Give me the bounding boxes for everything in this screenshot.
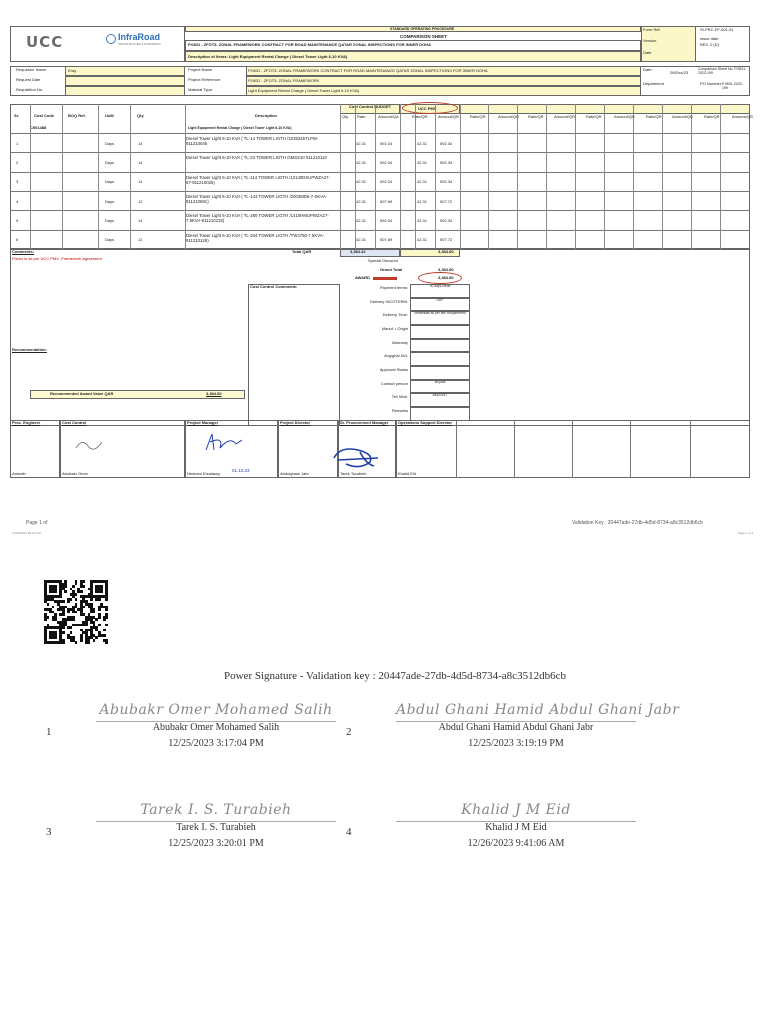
description-line: Description of Items: Light Equipment Rental Charge ( Diesel Tower Light 6-10 KVA) bbox=[188, 54, 348, 59]
qr-module bbox=[93, 639, 96, 642]
project-manager-signature bbox=[200, 430, 250, 458]
qr-code-icon bbox=[44, 580, 108, 644]
term-label: Remarks bbox=[391, 407, 408, 413]
term-label: Delivery Time: bbox=[382, 312, 408, 318]
form-ref-value: SI-PRC-FF-001-01 bbox=[700, 27, 734, 32]
row-qty: 14 bbox=[138, 159, 143, 165]
budget-header: Cost Control BUDGET bbox=[348, 104, 392, 109]
column-rule bbox=[375, 104, 376, 249]
signature-divider bbox=[456, 420, 457, 478]
row-vendor-amount: 507.72 bbox=[440, 237, 453, 243]
sub-vrate: Rate/QR bbox=[412, 114, 428, 119]
row-vendor-amount: 592.34 bbox=[440, 159, 453, 165]
pm-sign-date: 01.12.23 bbox=[232, 468, 250, 473]
row-vendor-amount: 592.34 bbox=[440, 217, 453, 223]
term-label: Delivery INCOTERM: bbox=[369, 298, 408, 304]
qr-module bbox=[98, 608, 101, 611]
other-vendors-header bbox=[460, 104, 750, 114]
recommendation-label: Recommendation: bbox=[12, 347, 47, 352]
row-vendor-rate: 42.31 bbox=[417, 217, 428, 223]
infraroad-logo bbox=[106, 32, 176, 54]
row-budget-amount: 507.69 bbox=[380, 198, 393, 204]
signers-block bbox=[0, 690, 768, 860]
row-uom: Days bbox=[105, 159, 115, 165]
qr-module bbox=[70, 598, 73, 601]
validation-signer bbox=[340, 690, 680, 770]
qr-module bbox=[72, 585, 75, 588]
requestor-value: Eray bbox=[68, 68, 77, 73]
recommended-value: 3,384.80 bbox=[206, 391, 222, 396]
term-value-cell bbox=[410, 352, 470, 366]
column-rule bbox=[415, 104, 416, 249]
material-label: Material Type: bbox=[188, 87, 214, 92]
validation-signer bbox=[340, 790, 670, 870]
signer-datetime: 12/25/2023 3:19:19 PM bbox=[468, 738, 564, 749]
qr-module bbox=[44, 618, 47, 621]
signature-role: Sr. Procurement Manager bbox=[340, 420, 389, 425]
col-uom: UoM bbox=[105, 113, 114, 118]
cost-control-comments-label: Cost Control Comments: bbox=[250, 284, 298, 289]
qr-module bbox=[67, 600, 70, 603]
qr-module bbox=[62, 641, 65, 644]
signature-name: Aamath bbox=[12, 471, 26, 476]
cost-control-signature bbox=[72, 434, 112, 454]
term-value-cell bbox=[410, 325, 470, 339]
row-vendor-rate: 42.31 bbox=[417, 237, 428, 243]
row-description: Diesel Tower Light 6-10 KVA ( TL-114 TOWER LIGTH /12140DSUPWZA27-67-911210026) bbox=[186, 174, 331, 185]
qr-module bbox=[54, 636, 57, 639]
signature-divider bbox=[514, 420, 515, 478]
column-rule bbox=[460, 104, 461, 249]
signature-name: Tarek Turabieh bbox=[340, 471, 367, 476]
request-date-label: Request Date bbox=[16, 77, 41, 82]
qr-module bbox=[59, 595, 62, 598]
column-rule bbox=[488, 104, 489, 249]
form-ref-label: Form Ref bbox=[643, 27, 660, 32]
signature-divider bbox=[630, 420, 631, 478]
column-rule bbox=[355, 104, 356, 249]
signature-role: Cost Control bbox=[62, 420, 87, 425]
row-uom: Days bbox=[105, 179, 115, 185]
qr-module bbox=[100, 590, 103, 593]
row-budget-rate: 42.31 bbox=[356, 237, 367, 243]
column-rule bbox=[98, 104, 99, 249]
row-sr: 4 bbox=[16, 198, 19, 204]
qr-module bbox=[64, 585, 67, 588]
material-value: Light Equipment Rental Charge ( Diesel Tower Light 6-10 KVA) bbox=[248, 88, 360, 93]
row-sr: 5 bbox=[16, 217, 19, 223]
table-row bbox=[10, 172, 750, 191]
term-value-cell bbox=[410, 339, 470, 353]
qr-module bbox=[105, 624, 108, 627]
term-value-cell bbox=[410, 407, 470, 421]
row-qty: 14 bbox=[138, 140, 143, 146]
row-uom: Days bbox=[105, 198, 115, 204]
qr-module bbox=[72, 618, 75, 621]
term-label: Contact person bbox=[380, 380, 408, 386]
signer-datetime: 12/26/2023 9:41:06 AM bbox=[467, 838, 565, 849]
qr-module bbox=[80, 590, 83, 593]
ucc-logo bbox=[26, 34, 86, 50]
sub-rate-6: Rate/QR bbox=[704, 114, 720, 119]
validation-title: Power Signature - Validation key : 20447ade-27db-4d5d-8734-a8c3512db6cb bbox=[224, 670, 566, 682]
project-name-label: Project Name bbox=[188, 67, 213, 72]
sr-procurement-signature bbox=[330, 444, 390, 472]
term-value: DDP bbox=[436, 297, 444, 302]
row-description: Diesel Tower Light 6-10 KVA ( TL-14 TOWER LIGTH /1035345TLPW-911210046 bbox=[186, 136, 319, 146]
column-rule bbox=[546, 104, 547, 249]
comparison-sheet-no: Comparison Sheet No. P.0831-2023-199 bbox=[698, 67, 747, 76]
comments-value: Prices is as per UCC PMV -Framework Agreement bbox=[12, 256, 102, 261]
cost-control-comments-cell bbox=[248, 284, 340, 426]
column-rule bbox=[340, 104, 341, 249]
page-count-right: Page 1 of 1 bbox=[738, 531, 754, 535]
column-rule bbox=[720, 104, 721, 249]
total-vendor: 3,384.80 bbox=[438, 249, 454, 254]
validation-signer bbox=[40, 690, 370, 770]
column-rule bbox=[30, 104, 31, 249]
column-rule bbox=[633, 104, 634, 249]
requisition-label: Requisition No. bbox=[16, 87, 44, 92]
term-label: Warranty bbox=[391, 339, 408, 345]
qr-module bbox=[82, 580, 85, 583]
signer-name: Khalid J M Eid bbox=[485, 822, 547, 833]
term-label: Approval Status bbox=[379, 366, 408, 372]
sub-amount-4: Amount/QR bbox=[614, 114, 635, 119]
row-vendor-amount: 507.72 bbox=[440, 198, 453, 204]
department-label: Department bbox=[643, 81, 664, 86]
row-vendor-rate: 42.31 bbox=[417, 179, 428, 185]
sub-vamount: Amount/QR bbox=[438, 114, 459, 119]
sub-rate-4: Rate/QR bbox=[586, 114, 602, 119]
term-label: Payment terms: bbox=[379, 285, 408, 290]
qr-module bbox=[70, 626, 73, 629]
qr-module bbox=[88, 641, 91, 644]
infraroad-logo-text: InfraRoad bbox=[118, 32, 161, 42]
item-rows bbox=[10, 133, 750, 249]
signature-name: Abubakr Omer bbox=[62, 471, 89, 476]
row-vendor-rate: 42.31 bbox=[417, 198, 428, 204]
version-label: Version bbox=[643, 38, 657, 43]
sub-rate-2: Rate/QR bbox=[470, 114, 486, 119]
row-budget-amount: 592.34 bbox=[380, 217, 393, 223]
qr-module bbox=[54, 590, 57, 593]
row-budget-rate: 42.31 bbox=[356, 140, 367, 146]
column-rule bbox=[62, 104, 63, 249]
qr-module bbox=[90, 598, 93, 601]
signature-role: Operations Support Director bbox=[398, 420, 453, 425]
signer-number: 3 bbox=[46, 826, 52, 838]
col-qty: Qty bbox=[137, 113, 144, 118]
qr-module bbox=[62, 600, 65, 603]
signer-name: Tarek I. S. Turabieh bbox=[176, 822, 256, 833]
col-sr: Sr. bbox=[14, 113, 20, 118]
signer-line bbox=[396, 721, 636, 722]
date-field-value: 26/Dec/23 bbox=[670, 70, 689, 75]
table-row bbox=[10, 230, 750, 249]
qr-module bbox=[75, 583, 78, 586]
signature-cell bbox=[396, 420, 750, 478]
signature-cell bbox=[10, 420, 60, 478]
qr-module bbox=[47, 603, 50, 606]
column-rule bbox=[185, 104, 186, 249]
cost-code-value: C501488 bbox=[30, 125, 47, 130]
award-label: AWARD bbox=[355, 275, 370, 280]
row-description: Diesel Tower Light 6-10 KVA ( TL-280 TOWER LIGTH /1410HMUPWZA27-7.5KVA-911210132) bbox=[186, 213, 329, 224]
term-label: Manuf. / Origin bbox=[381, 325, 408, 331]
signature-divider bbox=[690, 420, 691, 478]
qr-module bbox=[103, 629, 106, 632]
qr-module bbox=[80, 639, 83, 642]
signer-number: 1 bbox=[46, 726, 52, 738]
qr-module bbox=[85, 624, 88, 627]
validation-signer bbox=[40, 790, 370, 870]
qr-module bbox=[105, 641, 108, 644]
qr-module bbox=[75, 598, 78, 601]
signature-name: Abdulghani Jabr bbox=[280, 471, 309, 476]
signer-number: 2 bbox=[346, 726, 352, 738]
signature-role: Project Director bbox=[280, 420, 311, 425]
qr-module bbox=[95, 636, 98, 639]
sub-amount: Amount/QA bbox=[378, 114, 399, 119]
project-name-value: P.0831 - ZFOT3: ZONAL FRAMEWORK CONTRACT FOR ROAD MAINTENANCE QATAR ZONAL INSPECTIONS FOR INNER DOHA bbox=[248, 68, 488, 73]
signer-name: Abdul Ghani Hamid Abdul Ghani Jabr bbox=[438, 722, 594, 733]
signer-name: Abubakr Omer Mohamed Salih bbox=[152, 722, 280, 733]
total-budget: 3,384.42 bbox=[350, 249, 366, 254]
column-rule bbox=[130, 104, 131, 249]
row-description: Diesel Tower Light 6-10 KVA ( TL-143 TOWER LIGTH /2003MD6-7-SKVA-911210691) bbox=[186, 194, 328, 204]
qr-module bbox=[75, 611, 78, 614]
row-budget-amount: 592.34 bbox=[380, 159, 393, 165]
row-uom: Days bbox=[105, 217, 115, 223]
signer-datetime: 12/25/2023 3:17:04 PM bbox=[168, 738, 264, 749]
term-label: Tel/ Mob. bbox=[391, 394, 408, 400]
qr-module bbox=[62, 631, 65, 634]
qr-module bbox=[75, 593, 78, 596]
row-sr: 2 bbox=[16, 159, 19, 165]
validation-key-small: Validation Key : 20447ade-27db-4d5d-8734-a8c3512db6cb bbox=[572, 520, 703, 526]
term-value: Mr.paul bbox=[434, 379, 446, 384]
signature-role: Proc. Engineer bbox=[12, 420, 41, 425]
contract-line: P.0831 - ZFOT3: ZONAL FRAMEWORK CONTRACT FOR ROAD MAINTENANCE QATAR ZONAL INSPECTIONS FOR INNER DOHA bbox=[188, 42, 431, 47]
table-row bbox=[10, 210, 750, 229]
sub-amount-5: Amount/QR bbox=[672, 114, 693, 119]
qr-module bbox=[105, 598, 108, 601]
row-budget-amount: 507.69 bbox=[380, 237, 393, 243]
column-rule bbox=[691, 104, 692, 249]
qr-module bbox=[62, 613, 65, 616]
special-discount-label: Special Discount bbox=[368, 258, 398, 263]
po-label: PO Number: bbox=[700, 81, 723, 86]
project-ref-label: Project Reference: bbox=[188, 77, 222, 82]
table-row bbox=[10, 191, 750, 210]
qr-module bbox=[70, 631, 73, 634]
qr-module bbox=[52, 606, 55, 609]
qr-module bbox=[75, 641, 78, 644]
signer-script: Tarek I. S. Turabieh bbox=[140, 802, 292, 818]
row-sr: 3 bbox=[16, 179, 19, 185]
row-budget-rate: 42.31 bbox=[356, 217, 367, 223]
qr-module bbox=[103, 634, 106, 637]
sub-header-row bbox=[340, 114, 753, 122]
sub-amount-2: Amount/QR bbox=[498, 114, 519, 119]
infraroad-swoosh-icon bbox=[106, 34, 116, 44]
requestor-field bbox=[65, 66, 185, 76]
signer-script: Khalid J M Eid bbox=[461, 802, 571, 818]
sop-label: STANDARD OPERATING PROCEDURE bbox=[390, 27, 455, 31]
qr-module bbox=[64, 590, 67, 593]
column-rule bbox=[435, 104, 436, 249]
version-rev: REV. 0 (D) bbox=[700, 42, 719, 47]
term-value-cell bbox=[410, 366, 470, 380]
row-vendor-amount: 592.34 bbox=[440, 179, 453, 185]
row-vendor-rate: 42.31 bbox=[417, 159, 428, 165]
page-label: Page 1 of bbox=[26, 520, 48, 526]
terms-block bbox=[340, 284, 750, 426]
date-label: Date bbox=[643, 50, 652, 55]
award-value: 3,384.80 bbox=[438, 275, 454, 280]
printed-timestamp: 12/26/2023 09:00 PM bbox=[12, 531, 41, 535]
col-description: Description bbox=[255, 113, 278, 118]
sub-rate-5: Rate/QR bbox=[646, 114, 662, 119]
signature-name: Khalid Eid bbox=[398, 471, 417, 476]
total-budget-cell bbox=[340, 249, 400, 257]
comments-label: Comments: bbox=[12, 249, 35, 254]
award-circle-mark bbox=[418, 272, 462, 284]
comparison-sheet bbox=[10, 26, 760, 490]
column-rule bbox=[662, 104, 663, 249]
version-value: Issue date bbox=[700, 36, 719, 41]
sub-rate: Rate bbox=[357, 114, 366, 119]
project-ref-value: P.0831 - ZFOT3: ZONAL FRAMEWORK bbox=[248, 78, 320, 83]
qr-module bbox=[103, 618, 106, 621]
sub-amount-3: Amount/QR bbox=[554, 114, 575, 119]
row-qty: 12 bbox=[138, 237, 143, 243]
request-date-field bbox=[65, 76, 185, 86]
row-description: Diesel Tower Light 6-10 KVA ( TL-23 TOWER LIGTH /2MSS10 911210110 bbox=[186, 155, 327, 161]
row-qty: 14 bbox=[138, 217, 143, 223]
qr-module bbox=[98, 624, 101, 627]
signature-name: Hesham Elzadawy bbox=[187, 471, 221, 476]
row-description: Diesel Tower Light 6-10 KVA ( TL-334 TOWER LIGTH /TW4750-7.5KVA-911210128) bbox=[186, 232, 325, 243]
col-cost-code: Cost Code bbox=[34, 113, 54, 118]
qr-module bbox=[67, 611, 70, 614]
row-vendor-amount: 592.34 bbox=[440, 140, 453, 146]
column-rule bbox=[400, 104, 401, 249]
row-uom: Days bbox=[105, 140, 115, 146]
infraroad-tagline: INFRASTRUCTURE & ROADWORKS bbox=[118, 43, 161, 46]
signer-line bbox=[96, 721, 336, 722]
sub-rate-3: Rate/QR bbox=[528, 114, 544, 119]
row-uom: Days bbox=[105, 237, 115, 243]
recommended-label: Recommended Award Value QAR bbox=[50, 391, 114, 396]
award-arrow-icon bbox=[373, 277, 397, 280]
term-value: 55422917 bbox=[432, 393, 448, 398]
signer-line bbox=[96, 821, 336, 822]
signer-datetime: 12/25/2023 3:20:01 PM bbox=[168, 838, 264, 849]
total-label: Total QAR bbox=[292, 249, 312, 254]
sub-qty: Qty bbox=[342, 114, 349, 119]
column-rule bbox=[517, 104, 518, 249]
term-label: Avg/gha/ AVL bbox=[384, 353, 408, 359]
requisition-field bbox=[65, 86, 185, 96]
requestor-label: Requestor Name bbox=[16, 67, 47, 72]
signer-script: Abdul Ghani Hamid Abdul Ghani Jabr bbox=[396, 702, 680, 718]
qr-module bbox=[98, 598, 101, 601]
qr-module bbox=[95, 618, 98, 621]
signature-cell bbox=[278, 420, 338, 478]
col-boq: BOQ Ref. bbox=[68, 113, 86, 118]
row-sr: 6 bbox=[16, 237, 19, 243]
row-qty: 14 bbox=[138, 179, 143, 185]
row-budget-rate: 42.31 bbox=[356, 159, 367, 165]
signer-number: 4 bbox=[346, 826, 352, 838]
date-field-label: Date: bbox=[643, 67, 653, 72]
row-sr: 1 bbox=[16, 140, 19, 146]
row-qty: 12 bbox=[138, 198, 143, 204]
grand-total-label: Grand Total bbox=[380, 267, 403, 272]
row-budget-amount: 592.34 bbox=[380, 140, 393, 146]
qr-module bbox=[105, 616, 108, 619]
term-value: Immediate as per site Requirement bbox=[414, 311, 466, 316]
table-row bbox=[10, 152, 750, 171]
qr-module bbox=[82, 606, 85, 609]
row-budget-rate: 42.31 bbox=[356, 179, 367, 185]
column-rule bbox=[604, 104, 605, 249]
column-rule bbox=[575, 104, 576, 249]
qr-module bbox=[82, 585, 85, 588]
section-title: Light Equipment Rental Charge ( Diesel Tower Light 6-10 KVA) bbox=[188, 126, 292, 130]
qr-module bbox=[98, 616, 101, 619]
table-row bbox=[10, 133, 750, 152]
qr-module bbox=[93, 611, 96, 614]
grand-total-value: 3,384.80 bbox=[438, 267, 454, 272]
qr-module bbox=[105, 608, 108, 611]
term-value: 30 days credit bbox=[429, 284, 451, 288]
signature-role: Project Manager bbox=[187, 420, 219, 425]
signer-line bbox=[396, 821, 636, 822]
signer-script: Abubakr Omer Mohamed Salih bbox=[99, 702, 333, 718]
row-budget-amount: 592.34 bbox=[380, 179, 393, 185]
row-budget-rate: 42.31 bbox=[356, 198, 367, 204]
signature-divider bbox=[572, 420, 573, 478]
ucc-logo-text: UCC bbox=[26, 33, 64, 51]
sheet-title: COMPARISON SHEET bbox=[400, 34, 447, 39]
sub-amount-6: Amount/QR bbox=[732, 114, 753, 119]
vendor-circle-mark bbox=[402, 102, 458, 114]
vendor-header: UCC PMV bbox=[418, 106, 437, 111]
po-value: P.0831-2023-199 bbox=[722, 82, 743, 91]
qr-module bbox=[62, 626, 65, 629]
qr-module bbox=[47, 616, 50, 619]
row-vendor-rate: 42.31 bbox=[417, 140, 428, 146]
